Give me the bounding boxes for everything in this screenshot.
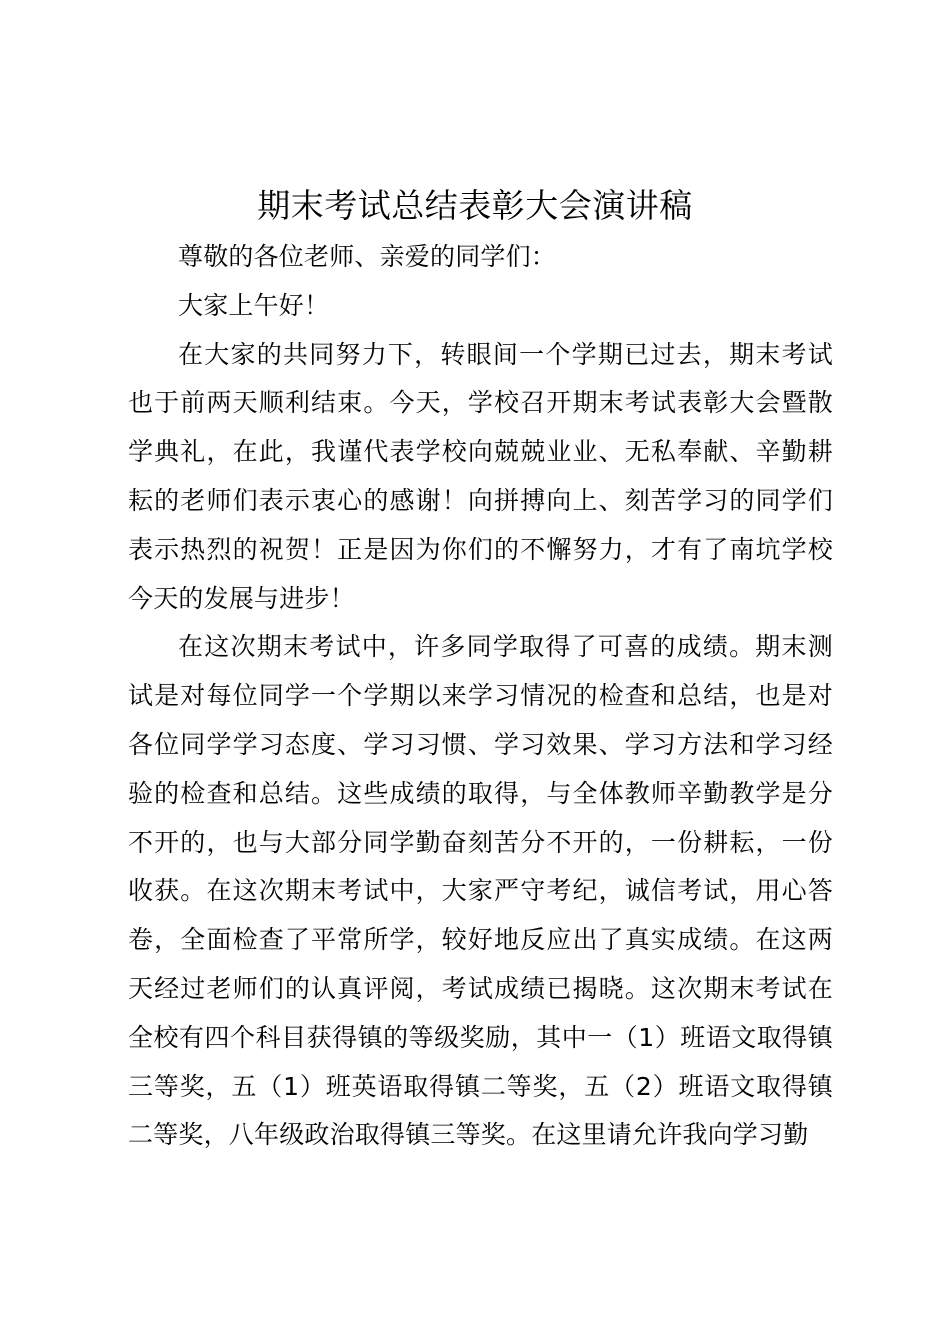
paragraph-greeting: 大家上午好！: [178, 290, 330, 320]
paragraph-body: 在这次期末考试中，许多同学取得了可喜的成绩。期末测试是对每位同学一个学期以来学习情况的检查和总结，也是对各位同学学习态度、学习习惯、学习效果、学习方法和学习经验的检查和总结。这些成绩的取得，与全体教师辛勤教学是分不开的，也与大部分同学勤奋刻苦分不开的，一份耕耘，一份收获。在这次期末考试中，大家严守考纪，诚信考试，用心答卷，全面检查了平常所学，较好地反应出了真实成绩。在这两天经过老师们的认真评阅，考试成绩已揭晓。这次期末考试在全校有四个科目获得镇的等级奖励，其中一（1）班语文取得镇三等奖，五（1）班英语取得镇二等奖，五（2）班语文取得镇二等奖，八年级政治取得镇三等奖。在这里请允许我向学习勤: [128, 632, 833, 1150]
paragraph-salutation: 尊敬的各位老师、亲爱的同学们：: [178, 242, 557, 271]
document-title: 期末考试总结表彰大会演讲稿: [257, 186, 693, 225]
paragraph-body: 在大家的共同努力下，转眼间一个学期已过去，期末考试也于前两天顺利结束。今天，学校召开期末考试表彰大会暨散学典礼，在此，我谨代表学校向兢兢业业、无私奉献、辛勤耕耘的老师们表示衷心的感谢！向拼搏向上、刻苦学习的同学们表示热烈的祝贺！正是因为你们的不懈努力，才有了南坑学校今天的发展与进步！: [128, 339, 833, 613]
document-body: [128, 233, 833, 1160]
